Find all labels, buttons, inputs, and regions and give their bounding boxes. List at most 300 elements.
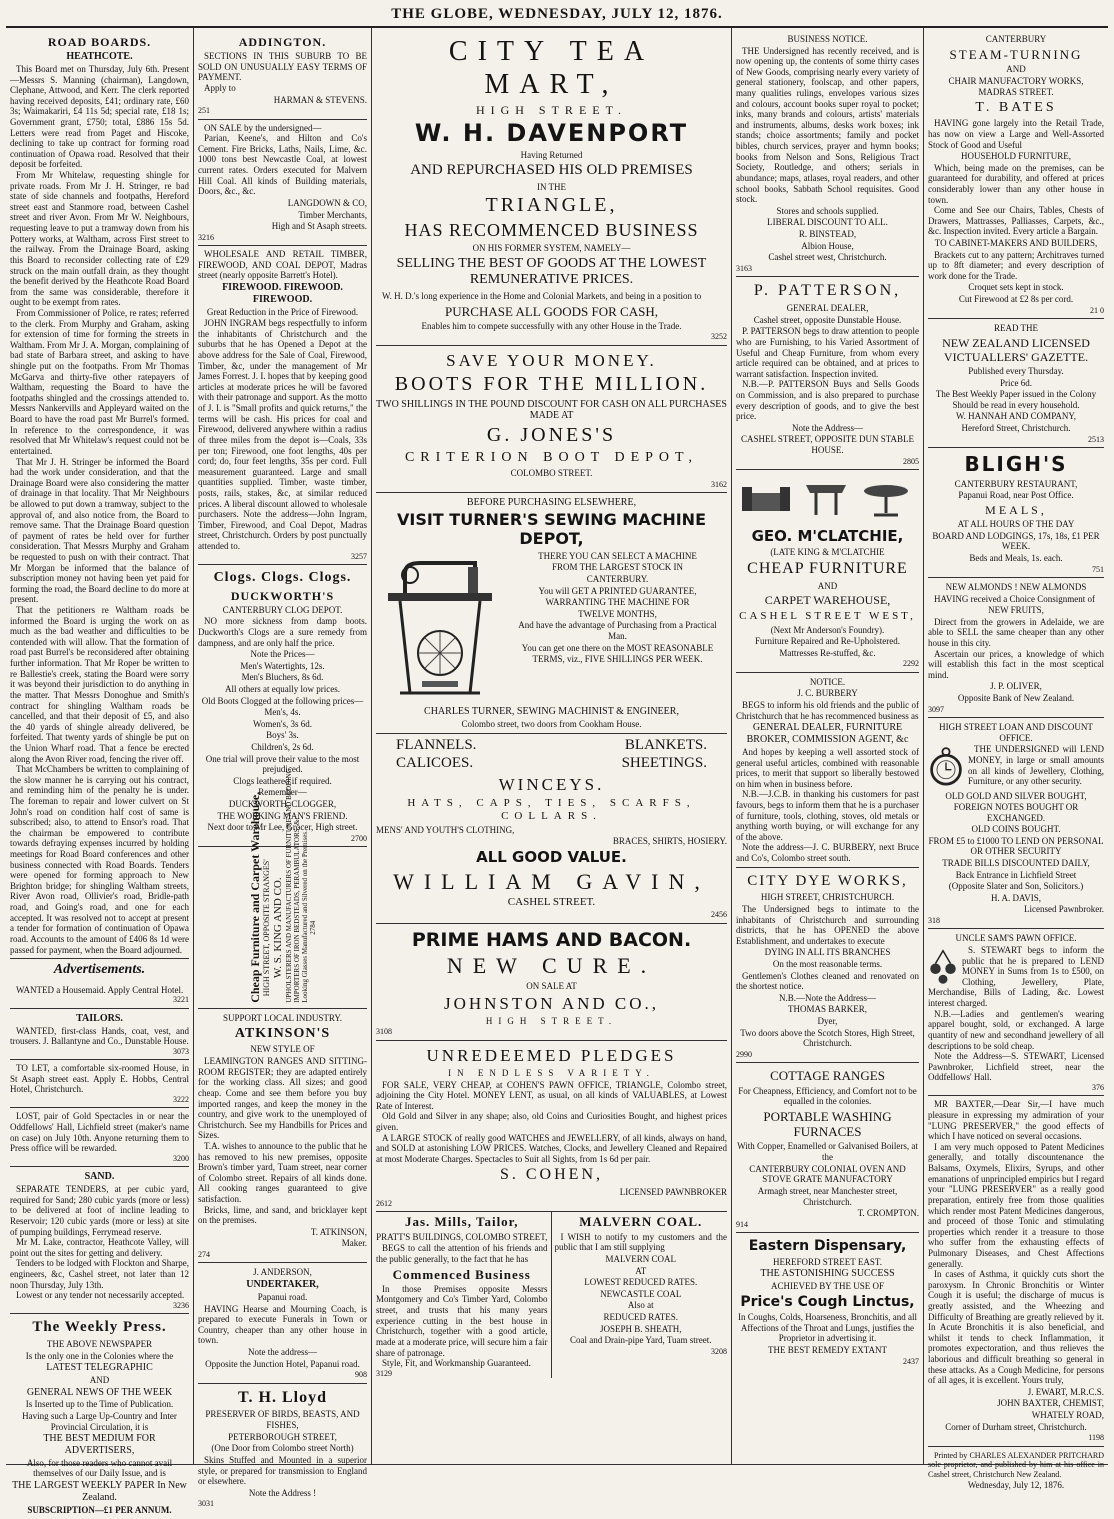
ad-number: 908 [355, 1370, 367, 1380]
ad-line: Note the Address ! [248, 1487, 317, 1498]
blighs-ad [928, 448, 1104, 578]
ad-line: COLOMBO STREET. [510, 468, 593, 479]
burbery-ad [736, 673, 919, 868]
ad-line: (Next Mr Anderson's Foundry). [770, 624, 885, 635]
ad-number: 376 [1092, 1082, 1104, 1092]
ad-line: CANTERBURY CLOG DEPOT. [222, 604, 343, 615]
ad-line: IN ENDLESS VARIETY. [448, 1067, 655, 1078]
ad-text: Parian, Keene's, and Hilton and Co's Cement. Fire Bricks, Laths, Nails, Lime, &c. 1000 tons best Newcastle Coal, at lowest current rates. Orders executed for Malvern Hill Coal. All kinds of Building materials, Doors, &c., &c. [198, 133, 367, 197]
gavin-ad [376, 734, 727, 924]
ad-line: LIBERAL DISCOUNT TO ALL. [767, 217, 888, 228]
ad-text: I WISH to notify to my customers and the public that I am still supplying [554, 1231, 727, 1253]
mills-tailor-ad [376, 1212, 552, 1378]
mclatchie-ad [736, 470, 919, 673]
ad-line: FROM THE LARGEST STOCK IN [551, 562, 684, 573]
ad-text: Mr M. Lake, contractor, Heathcote Valley, will point out the sites for getting and delivery. [10, 1237, 189, 1258]
ad-text: Note the Address—S. STEWART, Licensed Pawnbroker, Lichfield street, near the Oddfellows' Hall. [928, 1051, 1104, 1083]
ad-line: GENERAL DEALER, FURNITURE BROKER, COMMISSION AGENT, &c [746, 722, 909, 746]
ad-signature: JOHN BAXTER, CHEMIST, [997, 1398, 1104, 1409]
ad-line: Boys' 3s. [266, 730, 299, 741]
ad-signature: Maker. [341, 1238, 367, 1249]
road-boards-paragraph: That McChambers be written to complaining of the slow manner he is carrying out his contract, and reminding him of the penalty he is under. The foreman to repair and lower culvert on St John's road on condition half cost of same is subscribed; also, to attend to Ensor's road. That the chairman be empowered to contribute towards defraying expenses incurred by holding meetings for Road Board conferences and other business connected with Road Boards. Tenders were opened for forming approach to New Brighton bridge; for shingling Waltham streets, River Avon road, Ollivier's road, Bridle-path road, and Going's road, and one for each accepted. It was resolved not to accept at present a tender for formation of continuation of Opawa road. Accounts to the amount of £406 8s 1d were passed for payment, when the Board adjourned. [10, 764, 189, 955]
column-1 [6, 28, 194, 1515]
sand-ad [10, 1167, 189, 1314]
ad-line: All others at equally low prices. [225, 683, 340, 694]
ad-text: And hopes by keeping a well assorted stock of general useful articles, combined with reasonable prices, to merit that support so liberally bestowed on him when in business before. [736, 746, 919, 789]
ad-title: Eastern Dispensary, [748, 1238, 907, 1255]
furniture-illustration [736, 473, 916, 523]
ad-line: UPHOLSTERERS AND MANUFACTURERS OF FURNITURE AND BEDDING. [284, 766, 293, 1003]
ad-line: MALVERN COAL [605, 1253, 676, 1264]
ad-line: Back Entrance in Lichfield Street [955, 869, 1077, 880]
ad-line: PORTABLE WASHING FURNACES [763, 1108, 892, 1140]
ad-line: Great Reduction in the Price of Firewood. [206, 306, 359, 317]
ad-number: 21 0 [1090, 305, 1104, 315]
ad-line: NEW STYLE OF [250, 1044, 315, 1055]
ad-line: (Opposite Slater and Son, Solicitors.) [948, 881, 1084, 892]
ad-line: Note the Address— [792, 422, 863, 433]
cohen-pawn-ad [376, 1041, 727, 1212]
ad-text: In cases of Asthma, it quickly cuts short the paroxysm. In Chronic Bronchitis or Winter Cough it is useful; the discharge of mucus is greatly assisted, and the Wheezing and Difficulty of Breathing are greatly relieved by it. In Acute Bronchitis it is also beneficial, and whilst it tends to check Inflammation, it promotes expectoration, and thus relieves the laborious and difficult breathing so general in these attacks. As a Cough Medicine, for persons of all ages, it is excellent. Yours truly, [928, 1269, 1104, 1386]
ad-line: On the most reasonable terms. [772, 958, 883, 969]
ad-line: THE BEST REMEDY EXTANT [767, 1345, 888, 1356]
ad-line: THE BEST MEDIUM FOR ADVERTISERS, [43, 1433, 156, 1456]
ad-line: CASHEL STREET. [507, 896, 596, 909]
ad-line: THE ASTONISHING SUCCESS [760, 1268, 895, 1280]
ad-line: Note the address— [248, 1346, 317, 1357]
anderson-ad [198, 1263, 367, 1383]
ad-line: Is Inserted up to the Time of Publication. [25, 1399, 174, 1410]
ad-title: T. H. Lloyd [238, 1388, 327, 1406]
ad-line: BOOTS FOR THE MILLION. [394, 372, 709, 395]
ad-line: G. JONES'S [486, 424, 617, 447]
binstead-ad [736, 30, 919, 277]
ad-number: 914 [736, 1219, 748, 1229]
ad-title: SAVE YOUR MONEY. [446, 350, 657, 370]
ad-line: W. H. DAVENPORT [414, 119, 689, 148]
ad-signature: Hereford Street, Christchurch. [961, 423, 1071, 434]
road-boards-article [10, 30, 189, 959]
ad-line: NEWCASTLE COAL [600, 1288, 682, 1299]
ad-line: N.B.—Note the Address— [779, 992, 876, 1003]
ad-line: Published every Thursday. [968, 366, 1064, 376]
ad-line: In Coughs, Colds, Hoarseness, Bronchitis, and all Affections of the Throat and Lungs, justifies the Proprietor in advertising it. [738, 1312, 917, 1344]
ad-title: PRIME HAMS AND BACON. [411, 928, 692, 951]
ad-number: 3221 [173, 995, 189, 1005]
ad-line: Croquet sets kept in stock. [968, 282, 1064, 293]
ad-line: CARPET WAREHOUSE, [764, 593, 891, 608]
ad-line: Next door to Mr Lee, Grocer, High street. [207, 822, 358, 833]
ad-text: ON SALE by the undersigned— [204, 122, 322, 133]
ad-line: JOHNSTON AND CO., [443, 993, 660, 1013]
ad-line: IN THE [536, 181, 567, 192]
ad-title: J. C. BURBERY [797, 688, 858, 699]
ad-text: S. STEWART begs to inform the public that he is prepared to LEND MONEY in Sums from 1s to £500, on Clothing, Jewellery, Plate, Merchandise, Bills of Lading, &c. Lowest interest charged. [928, 945, 1104, 1009]
ad-line: OLD COINS BOUGHT. [971, 824, 1061, 835]
ad-line: TERMS, viz., FIVE SHILLINGS PER WEEK. [532, 654, 703, 665]
ad-signature: T. CROMPTON. [857, 1208, 919, 1219]
ad-line: Cut Firewood at £2 8s per cord. [958, 294, 1074, 305]
ad-number: 3252 [711, 332, 727, 342]
ad-signature: H. A. DAVIS, [990, 892, 1042, 903]
ad-line: READ THE [993, 323, 1039, 334]
ad-signature: Dyer, [817, 1015, 838, 1026]
ad-line: HIGH STREET. [485, 1015, 618, 1026]
ad-title: NEW ALMONDS ! NEW ALMONDS [945, 581, 1087, 592]
stewart-pawn-ad [928, 929, 1104, 1096]
bates-ad [928, 30, 1104, 319]
malvern-coal-ad [552, 1212, 728, 1378]
road-boards-title: ROAD BOARDS. [47, 35, 152, 49]
ad-text: N.B.—P. PATTERSON Buys and Sells Goods on Commission, and is also prepared to purchase every description of goods, and to give the best price. [736, 379, 919, 422]
ad-number: 3216 [198, 232, 214, 242]
ad-number: 2437 [903, 1356, 919, 1366]
housemaid-ad [10, 982, 189, 1009]
ad-number: 1198 [1088, 1433, 1104, 1443]
column-4 [732, 28, 924, 1464]
ad-line: OLD GOLD AND SILVER BOUGHT, FOREIGN NOTES BOUGHT OR EXCHANGED. [945, 791, 1087, 823]
firewood-ad [198, 246, 367, 565]
ad-line: With Copper, Enamelled or Galvanised Boilers, at the [737, 1141, 918, 1163]
langdown-ad [198, 120, 367, 247]
ad-title: WILLIAM GAVIN, [393, 868, 710, 894]
ad-signature: W. HANNAH AND COMPANY, [956, 411, 1076, 422]
column-5 [924, 28, 1108, 1491]
ad-line: AND [89, 1374, 110, 1385]
ad-line: GENERAL DEALER, [786, 303, 869, 314]
imprint [928, 1451, 1104, 1491]
ad-signature: Licensed Pawnbroker. [1024, 904, 1104, 915]
ad-signature: LANGDOWN & CO, [287, 197, 367, 208]
ad-line: TRADE BILLS DISCOUNTED DAILY, [942, 857, 1090, 868]
ad-line: PRESERVER OF BIRDS, BEASTS, AND FISHES, [205, 1409, 360, 1431]
advertisements-heading: Advertisements. [53, 962, 146, 978]
ad-line: Cheap Furniture and Carpet Warehouse, [247, 791, 262, 1003]
ad-line: HAS RECOMMENCED BUSINESS [404, 220, 699, 241]
sewing-machine-illustration [380, 553, 500, 703]
ad-line: Remember— [258, 787, 307, 798]
ad-line: CANTERBURY COLONIAL OVEN AND STOVE GRATE MANUFACTORY [749, 1163, 906, 1185]
ad-number: 251 [198, 106, 210, 116]
imprint-date: Wednesday, July 12, 1876. [967, 1480, 1065, 1491]
ad-line: LATEST TELEGRAPHIC [46, 1362, 153, 1374]
ad-number: 3257 [351, 551, 367, 561]
ad-text: HAVING received a Choice Consignment of [934, 593, 1096, 604]
ad-text: Direct from the growers in Adelaide, we are able to SELL the same cheaper than any other house in this city. [928, 616, 1104, 648]
ad-line: Men's Bluchers, 8s 6d. [241, 672, 324, 683]
ad-signature: Coal and Drain-pipe Yard, Tuam street. [570, 1335, 712, 1346]
ad-line: HIGH STREET, CHRISTCHURCH. [760, 892, 895, 903]
ad-line: NEW CURE. [446, 953, 657, 979]
ad-text: Old Gold and Silver in any shape; also, old Coins and Curiosities Bought, and highest prices given. [376, 1111, 727, 1133]
ad-line: THERE YOU CAN SELECT A MACHINE [538, 550, 697, 561]
ad-number: 751 [1092, 564, 1104, 574]
ad-text: WHOLESALE AND RETAIL TIMBER, FIREWOOD, AND COAL DEPOT, Madras street (nearly opposite Barrett's Hotel). [198, 249, 367, 281]
ad-title: P. PATTERSON, [753, 282, 902, 300]
ad-number: 3208 [711, 1346, 727, 1356]
ad-line: SUPPORT LOCAL INDUSTRY. [222, 1013, 343, 1024]
ad-signature: JOSEPH B. SHEATH, [599, 1323, 682, 1334]
ad-line: PRATT'S BUILDINGS, COLOMBO STREET, [376, 1231, 548, 1242]
ad-line: Cashel street, opposite Dunstable House. [753, 314, 902, 325]
ad-signature: Cashel street west, Christchurch. [768, 252, 887, 263]
ad-signature: Corner of Durham street, Christchurch. [945, 1421, 1087, 1432]
ad-signature: J. P. OLIVER, [990, 681, 1042, 692]
ad-line: Note the Prices— [250, 649, 315, 660]
ad-text: T.A. wishes to announce to the public that he has removed to his new premises, opposite Brown's timber yard, Tuam street, near corner of Colombo street. Repairs of all kinds done. All cooking ranges guaranteed to give satisfaction. [198, 1140, 367, 1204]
ad-number: 3163 [736, 263, 752, 273]
ad-number: 3200 [173, 1153, 189, 1163]
ad-title: TAILORS. [76, 1012, 123, 1024]
ad-line: Price 6d. [1000, 377, 1032, 388]
ad-line: Papanui road. [257, 1291, 308, 1302]
ad-line: CANTERBURY RESTAURANT, [954, 478, 1078, 489]
ad-line: Women's, 3s 6d. [253, 718, 312, 729]
road-boards-paragraph: From Mr Whitelaw, requesting shingle for private roads. From Mr J. H. Stringer, re bad state of side channels and footpaths, Hereford street east and Stanmore road, between Cashel street and river Avon. From Mr W. Neighbours, requesting leave to put a tramway down from his Pottery works, at Waltham, across First street to the railway. From the Drainage Board, asking this Board to reconsider collecting rate of £29 struck on the main outfall drain, as they thought the benefit derived by the Heathcote Road Board from the same was considerable, therefore it ought to be exempt from rates. [10, 170, 189, 308]
ad-line: AND [1006, 63, 1026, 74]
ad-signature: J. EWART, M.R.C.S. [1027, 1386, 1104, 1397]
ad-line: (LATE KING & M'CLATCHIE [770, 547, 885, 558]
ad-line: AND [817, 580, 838, 591]
ad-line: Opposite the Junction Hotel, Papanui road. [205, 1358, 360, 1369]
imprint-text: Printed by CHARLES ALEXANDER PRITCHARD sole proprietor, and published by him at his office in Cashel street, Christchurch New Zealand. [928, 1450, 1104, 1479]
ad-number: 2784 [309, 920, 318, 935]
ad-line: REDUCED RATES. [603, 1311, 678, 1322]
ad-line: CALICOES. [396, 754, 474, 771]
jones-boots-ad [376, 346, 727, 493]
ad-line: BLANKETS. [624, 737, 707, 754]
ad-line: LOWEST REDUCED RATES. [584, 1277, 698, 1288]
ad-line: And have the advantage of Purchasing from a Practical Man. [518, 620, 717, 642]
ad-title: HIGH STREET LOAN AND DISCOUNT OFFICE. [939, 722, 1093, 743]
ad-number: 3222 [173, 1094, 189, 1104]
ad-text: SEPARATE TENDERS, at per cubic yard, required for Sand; 280 cubic yards (more or less) to be delivered at foot of incline leading to Reservoir; 120 cubic yards (more or less) at site of pumping buildings, Ferrymead reserve. [10, 1184, 189, 1237]
ad-line: Beds and Meals, 1s. each. [969, 552, 1063, 563]
masthead: THE GLOBE, WEDNESDAY, JULY 12, 1876. [6, 6, 1108, 28]
ad-number: 3097 [928, 704, 944, 714]
ad-text: HAVING Hearse and Mourning Coach, is prepared to execute Funerals in Town or Country, cheaper than any other house in town. [198, 1303, 367, 1346]
ad-signature: S. COHEN, [499, 1166, 603, 1184]
ad-text: Which, being made on the premises, can be guaranteed for durability, and offered at prices considerably lower than any other house in town. [928, 162, 1104, 205]
crompton-ad [736, 1063, 919, 1233]
ad-line: CANTERBURY. [586, 574, 649, 585]
ad-signature: Albion House, [801, 240, 854, 251]
ad-title: VISIT TURNER'S SEWING MACHINE DEPOT, [396, 510, 706, 548]
ad-line: You will GET A PRINTED GUARANTEE, [538, 585, 697, 596]
ad-line: PURCHASE ALL GOODS FOR CASH, [445, 303, 658, 319]
columns [6, 28, 1108, 1515]
ad-title: NEW ZEALAND LICENSED VICTUALLERS' GAZETTE. [942, 335, 1090, 364]
ad-title: GEO. M'CLATCHIE, [751, 526, 904, 545]
city-dye-works-ad [736, 868, 919, 1064]
ad-line: The Best Weekly Paper issued in the Colony Should be read in every household. [935, 389, 1097, 410]
ad-line: IMPORTERS OF IRON BEDSTEADS, PERAMBULATORS, &c. [292, 814, 301, 1003]
ad-number: 3162 [711, 479, 727, 489]
ad-text: JOHN INGRAM begs respectfully to inform the inhabitants of Christchurch and the suburbs that he has Opened a Depot at the above address for the Sale of Coal, Firewood, Timber, &c, under the management of Mr James Forrest. J. I. hopes that by keeping good articles at moderate prices he will be favored with their patronage and support. As the motto of J. I. is "Small profits and quick returns," the terms will be cash. His prices for coal and Firewood, delivered anywhere within a radius of three miles from the depot is—Coals, 33s per ton; Firewood, one foot lengths, 40s per cord; do, four feet lengths, 35s per cord. Full measurement guaranteed. Large and small quantities supplied. Timber, waste timber, posts, rails, stakes, &c, at similar reduced prices. A liberal discount allowed to wholesale purchasers. Note the address—John Ingram, Timber, Firewood, and Coal Depot, Madras street, Christchurch. Orders by post punctually attended to. [198, 318, 367, 551]
ad-number: 2456 [711, 910, 727, 920]
ad-number: 318 [928, 916, 940, 925]
ad-number: 3031 [198, 1499, 214, 1509]
ad-line: DUCKWORTH'S [230, 588, 335, 603]
ad-line: Mattresses Re-stuffed, &c. [779, 647, 876, 658]
city-tea-mart-ad [376, 30, 727, 346]
ad-line: SUBSCRIPTION—£1 PER ANNUM. [27, 1504, 172, 1515]
ad-line: T. BATES [975, 99, 1057, 115]
ad-line: Commenced Business [392, 1266, 531, 1282]
ad-signature: High and St Asaph streets. [271, 221, 367, 232]
weekly-press-ad [10, 1314, 189, 1519]
ad-text: SECTIONS IN THIS SUBURB TO BE SOLD ON UNUSUALLY EASY TERMS OF PAYMENT. [198, 51, 367, 83]
road-boards-paragraph: That Mr J. H. Stringer be informed the Board had the work under consideration, and that the Drainage Board were also considering the matter of drainage in that locality. That Mr Neighbours be allowed to put down a tramway, subject to the approval of, and also notice from, the Board to remove same. That the Drainage Board question of payment of rates be held over for further consideration. That Messrs Murphy and Graham be requested to push on with their contract. That Mr Morgan be informed that the balance of subscription money not having been yet paid for forming the road, the Board decline to do more at present. [10, 456, 189, 605]
ad-line: CASHEL STREET, OPPOSITE DUN STABLE HOUSE. [740, 434, 915, 456]
ad-line: CASHEL STREET WEST, [739, 609, 916, 622]
ad-text: THE UNDERSIGNED will LEND MONEY, in large or small amounts on all kinds of Jewellery, Clothing, Furniture, or any other security. [968, 744, 1104, 787]
ad-text: Brackets cut to any pattern; Architraves turned up to 8ft diameter; and every description of work done for the Trade. [928, 249, 1104, 281]
ad-number: 2292 [903, 659, 919, 669]
ad-text: Tenders to be lodged with Flockton and Sharpe, engineers, &c, Cashel street, not later than 12 noon Thursday, July 13th. [10, 1258, 189, 1290]
ad-line: THE WORKING MAN'S FRIEND. [217, 810, 348, 821]
ad-row [376, 737, 727, 755]
ad-signature: HARMAN & STEVENS. [273, 94, 367, 105]
ad-line: DYING IN ALL ITS BRANCHES [764, 947, 891, 958]
ad-line: HATS, CAPS, TIES, SCARFS, COLLARS. [407, 796, 696, 822]
ad-line: For Cheapness, Efficiency, and Comfort not to be equalled in the colonies. [738, 1085, 917, 1107]
ad-line: NOTICE. [809, 676, 846, 687]
ad-line: Papanui Road, near Post Office. [958, 490, 1074, 501]
ad-line: ALL GOOD VALUE. [476, 847, 627, 866]
ad-line: Stores and schools supplied. [776, 205, 879, 216]
ad-title: CITY DYE WORKS, [747, 872, 908, 889]
ad-signature: LICENSED PAWNBROKER [619, 1187, 727, 1198]
ad-line: Clogs leathered if required. [233, 775, 332, 786]
ad-text: LEAMINGTON RANGES AND SITTING-ROOM REGISTER; they are adapted entirely for the working class. All sizes; and good cheap. Come and see them before you buy imported ranges, and keep the money in the country, and give work to the unemployed of Christchurch. See my Handbills for Prices and Sizes. [198, 1056, 367, 1141]
ad-line: AT [635, 1265, 647, 1276]
davis-loan-ad [928, 718, 1104, 929]
ad-line: HIGH STREET. [475, 103, 628, 118]
ad-text: WANTED a Housemaid. Apply Central Hotel. [16, 984, 184, 995]
ad-line: Two doors above the Scotch Stores, High Street, Christchurch. [740, 1027, 915, 1049]
ad-line: Colombo street, two doors from Cookham House. [461, 718, 642, 729]
ad-line: CHEAP FURNITURE [747, 559, 908, 577]
ad-number: 2513 [1088, 434, 1104, 444]
ad-line: Looking Glasses Manufactured and Silvered on the Premises. [300, 830, 309, 1003]
ad-title: BUSINESS NOTICE. [787, 34, 868, 44]
lost-ad [10, 1108, 189, 1167]
ad-text: BEGS to inform his old friends and the public of Christchurch that he has recommenced business as [736, 700, 919, 721]
addington-ad [198, 30, 367, 120]
ad-line: You can get one there on the MOST REASONABLE [521, 642, 714, 653]
ad-text: LOST, pair of Gold Spectacles in or near the Oddfellows' Hall, Lichfield street (maker's name on case) on July 10th. Anyone returning them to Press office will be rewarded. [10, 1111, 189, 1154]
ad-signature: THOMAS BARKER, [787, 1004, 867, 1015]
ad-line: Old Boots Clogged at the following prices— [201, 695, 364, 706]
ad-number: 3129 [376, 1368, 392, 1378]
ad-line: THE LARGEST WEEKLY PAPER In New Zealand. [12, 1479, 187, 1503]
tailors-ad [10, 1009, 189, 1060]
ad-line: HOUSEHOLD FURNITURE, [961, 151, 1071, 162]
ad-text: I am very much opposed to Patent Medicines generally, and totally discountenance the Balsams, Oxymels, Elixirs, Syrups, and other emanations of unprincipled empirics but I regard your "LUNG PRESERVER" as a really good preparation, entirely free from those qualities which render most Patent Medicines dangerous, and proceed of those Tonic and stimulating properties which render it a treasure to those who suffer from the exhausting effects of Pulmonary Diseases, and Chest Affections generally. [928, 1141, 1104, 1269]
ad-title: The Weekly Press. [32, 1319, 167, 1336]
ad-line: J. ANDERSON, [253, 1267, 312, 1278]
ad-title: UNCLE SAM'S PAWN OFFICE. [955, 933, 1077, 944]
ad-title: UNREDEEMED PLEDGES [426, 1045, 677, 1065]
ad-text: W. H. D.'s long experience in the Home and Colonial Markets, and being in a position to [382, 290, 702, 301]
johnston-hams-ad [376, 924, 727, 1041]
ad-line: TRIANGLE, [485, 194, 618, 217]
ad-line: DUCKWORTH, CLOGGER, [228, 799, 337, 810]
ad-line: BOARD AND LODGINGS, 17s, 18s, £1 PER WEEK. [932, 530, 1100, 552]
ad-line: TWELVE MONTHS, [578, 608, 657, 619]
road-boards-paragraph: From Commissioner of Police, re rates; referred to the clerk. From Murphy and Graham, asking for extension of time for forming the streets in Waltham. From Mr J. A. Morgan, complaining of bad state of Barbara street, and asking to have shingle put on the footpaths. From Mr Thomas McGarva and thirty-five other ratepayers of Waltham, requesting the Board to have the footpaths shingled and the crossings attended to. Messrs Nankervills and Appleyard waited on the Board to have the road past Mr Burrel's formed. In reference to the correspondence, it was resolved that Mr Whitelaw's request could not be entertained. [10, 307, 189, 456]
ad-signature: Timber Merchants, [298, 209, 367, 220]
ad-line: CANTERBURY [985, 34, 1047, 44]
ad-line: TO CABINET-MAKERS AND BUILDERS, [934, 237, 1098, 248]
ad-line: Men's, 4s. [264, 707, 301, 718]
ad-number: 2700 [351, 833, 367, 843]
ad-line: CHARLES TURNER, SEWING MACHINIST & ENGINEER, [424, 705, 679, 717]
ad-text: Style, Fit, and Workmanship Guaranteed. [382, 1358, 531, 1369]
ad-title: ADDINGTON. [238, 35, 327, 49]
ad-line: CRITERION BOOT DEPOT, [404, 449, 699, 465]
ad-row [376, 755, 727, 773]
ad-title: UNDERTAKER, [246, 1279, 319, 1291]
ad-line: FLANNELS. [396, 737, 477, 754]
ad-line: BEFORE PURCHASING ELSEWHERE, [466, 497, 637, 509]
ad-line: One trial will prove their value to the most prejudiced. [205, 753, 360, 775]
ad-line: WINCEYS. [498, 774, 605, 794]
ad-line: Having such a Large Up-Country and Inter Provincial Circulation, it is [22, 1410, 177, 1432]
ad-title: Clogs. Clogs. Clogs. [213, 570, 352, 586]
ad-line: GENERAL NEWS OF THE WEEK [26, 1386, 173, 1398]
column-2 [194, 28, 372, 1509]
ad-title: SAND. [84, 1171, 115, 1183]
ad-text: The Undersigned begs to intimate to the inhabitants of Christchurch and surrounding districts, that he has OPENED the above Establishment, and undertakes to execute [736, 903, 919, 946]
road-boards-paragraph: That the petitioners re Waltham roads be informed the Board is urging the work on as much as the bad weather and difficulties to be contended with will allow. That the formation of road past Burrel's be reconsidered after obtaining further information. That Mr Roper be written to re Ballestie's creek, stating the Board were sorry it was beyond their jurisdiction to do anything in the matter. That Messrs Donoghue and Smith's contract for shingling Waltham roads be cancelled, and that their deposit of £5, and also the 40 yards of shingle already delivered, be forfeited. That twenty yards of shingle be put on the Union Wharf road. That a fence be erected along the Avon River road, fencing the river off. [10, 605, 189, 764]
ad-title: Jas. Mills, Tailor, [404, 1214, 519, 1230]
ad-text: Lowest or any tender not necessarily accepted. [16, 1290, 185, 1301]
ad-text: MR BAXTER,—Dear Sir,—I have much pleasure in expressing my admiration of your "LUNG PRESERVER," the good effects of which I have noticed on several occasions. [928, 1099, 1104, 1142]
ad-text: NO more sickness from damp boots. Duckworth's Clogs are a sure remedy from dampness, and are only half the price. [198, 616, 367, 648]
ad-line: ON SALE AT [526, 981, 577, 992]
pawn-balls-icon [928, 945, 958, 985]
ad-line: WARRANTING THE MACHINE FOR [545, 597, 690, 608]
ad-line: Price's Cough Linctus, [740, 1293, 915, 1310]
ad-line: MENS' AND YOUTH'S CLOTHING, [376, 824, 515, 835]
ad-text: Note the address—J. C. BURBERY, next Bruce and Co's, Colombo street south. [736, 842, 919, 863]
ad-text: THE Undersigned has recently received, and is now opening up, the contents of some thirty cases of New Goods, comprising nearly every variety of general stationery, foolscap, and other papers, many qualities rulings, envelopes various sizes and colours, account books super royal to pocket; inks, many brands and colours, artists' materials and instruments, albums, desks work boxes; ink stands; choice assortments; family and pocket bibles, church services, prayer and hymn books; books from Nelson and Sons, Religious Tract Society, Routledge, and others; serials in abundance; maps, atlases, royal readers, and other school books, Sabbath School requisites. Good stock. [736, 45, 919, 205]
ad-title: MALVERN COAL. [579, 1214, 703, 1230]
ad-text: Apply to [204, 82, 236, 93]
ad-line: PETERBOROUGH STREET, [228, 1431, 337, 1442]
ad-title: BLIGH'S [964, 452, 1068, 477]
lloyd-ad [198, 1384, 367, 1512]
patterson-ad [736, 277, 919, 470]
ad-text: TO LET, a comfortable six-roomed House, in St Asaph street east. Apply E. Hobbs, Central Hotel, Christchurch. [10, 1063, 189, 1095]
ad-line: BRACES, SHIRTS, HOSIERY. [612, 836, 727, 847]
ad-line: Is the only one in the Colonies where the [25, 1350, 174, 1361]
ad-line: HEREFORD STREET EAST. [773, 1256, 882, 1267]
ad-line: Armagh street, near Manchester street, Christchurch. [757, 1185, 898, 1207]
ad-line: THE ABOVE NEWSPAPER [46, 1338, 153, 1349]
ad-line: Having Returned [520, 149, 583, 160]
ad-line: Also at [627, 1300, 654, 1311]
ad-text: BEGS to call the attention of his friends and the public generally, to the fact that he has [376, 1243, 548, 1264]
eastern-dispensary-ad [736, 1233, 919, 1369]
ad-text: A LARGE STOCK of really good WATCHES and JEWELLERY, of all kinds, always on hand, and SOLD at astonishing LOW PRICES. Watches, Clocks, and Jewellery Cleaned and Repaired at most Moderate Charges. Spectacles to Suit all Sights, from 1s 6d per pair. [376, 1132, 727, 1164]
ad-line: FROM £5 to £1000 TO LEND ON PERSONAL OR OTHER SECURITY [928, 835, 1104, 857]
ad-text: In those Premises opposite Messrs Montgomery and Co's Timber Yard, Colombo street, and trusts that his many years experience cutting in the best house in Christchurch, together with a good article, made at a moderate price, will secure him a fair share of patronage. [376, 1283, 548, 1358]
ad-title: STEAM-TURNING [949, 46, 1083, 62]
ad-line: W. S. KING AND CO. [271, 877, 284, 979]
